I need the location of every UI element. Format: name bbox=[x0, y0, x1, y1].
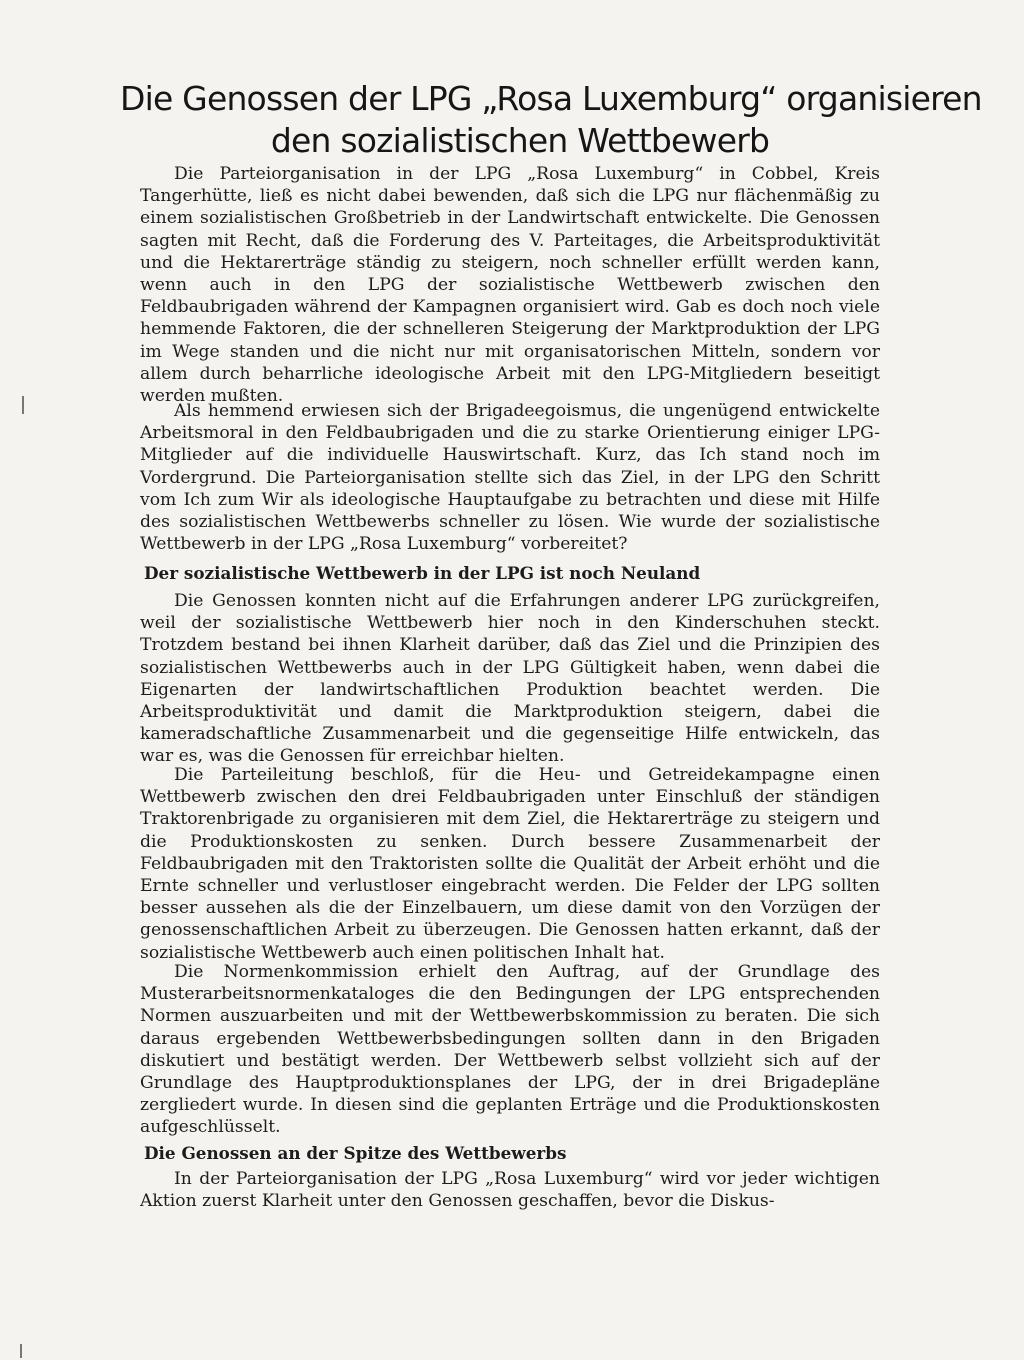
subheading-2: Die Genossen an der Spitze des Wettbewerbs bbox=[144, 1143, 567, 1163]
subheading-1: Der sozialistische Wettbewerb in der LPG ist noch Neuland bbox=[144, 563, 701, 583]
margin-mark bbox=[22, 396, 24, 414]
paragraph-2: Als hemmend erwiesen sich der Brigadeegoismus, die ungenügend entwickelte Arbeitsmoral in den Feldbaubrigaden und die zu starke Orientierung einiger LPG-Mitglieder auf die individuelle Hauswirtschaft. Kurz, das Ich stand noch im Vordergrund. Die Parteiorganisation stellte sich das Ziel, in der LPG den Schritt vom Ich zum Wir als ideologische Hauptaufgabe zu betrachten und diese mit Hilfe des sozialistischen Wettbewerbs schneller zu lösen. Wie wurde der sozialistische Wettbewerb in der LPG „Rosa Luxemburg“ vorbereitet? bbox=[140, 401, 880, 555]
paragraph-3: Die Genossen konnten nicht auf die Erfahrungen anderer LPG zurückgreifen, weil der sozialistische Wettbewerb hier noch in den Kinderschuhen steckt. Trotzdem bestand bei ihnen Klarheit darüber, daß das Ziel und die Prinzipien des sozialistischen Wettbewerbs auch in der LPG Gültigkeit haben, wenn dabei die Eigenarten der landwirtschaftlichen Produktion beachtet werden. Die Arbeitsproduktivität und damit die Marktproduktion steigern, dabei die kameradschaftliche Zusammenarbeit und die gegenseitige Hilfe entwickeln, das war es, was die Genossen für erreichbar hielten. bbox=[140, 591, 880, 767]
title-line-2: den sozialistischen Wettbewerb bbox=[270, 121, 770, 160]
paragraph-1: Die Parteiorganisation in der LPG „Rosa Luxemburg“ in Cobbel, Kreis Tangerhütte, ließ es nicht dabei bewenden, daß sich die LPG nur flächenmäßig zu einem sozialistischen Großbetrieb in der Landwirtschaft entwickelte. Die Genossen sagten mit Recht, daß die Forderung des V. Parteitages, die Arbeitsproduktivität und die Hektarerträge ständig zu steigern, noch schneller erfüllt werden kann, wenn auch in den LPG der sozialistische Wettbewerb zwischen den Feldbaubrigaden während der Kampagnen organisiert wird. Gab es doch noch viele hemmende Faktoren, die der schnelleren Steigerung der Marktproduktion der LPG im Wege standen und die nicht nur mit organisatorischen Mitteln, sondern vor allem durch beharrliche ideologische Arbeit mit den LPG-Mitgliedern beseitigt werden mußten. bbox=[140, 164, 880, 407]
paragraph-6: In der Parteiorganisation der LPG „Rosa Luxemburg“ wird vor jeder wichtigen Aktion zuerst Klarheit unter den Genossen geschaffen, bevor die Diskus- bbox=[140, 1169, 880, 1212]
paragraph-5: Die Normenkommission erhielt den Auftrag, auf der Grundlage des Musterarbeitsnormenkataloges die den Bedingungen der LPG entsprechenden Normen auszuarbeiten und mit der Wettbewerbskommission zu beraten. Die sich daraus ergebenden Wettbewerbsbedingungen sollten dann in den Brigaden diskutiert und bestätigt werden. Der Wettbewerb selbst vollzieht sich auf der Grundlage des Hauptproduktionsplanes der LPG, der in drei Brigadepläne zergliedert wurde. In diesen sind die geplanten Erträge und die Produktionskosten aufgeschlüsselt. bbox=[140, 962, 880, 1138]
article-title bbox=[120, 78, 982, 162]
title-line-1: Die Genossen der LPG „Rosa Luxemburg“ organisieren bbox=[120, 79, 982, 118]
paragraph-4: Die Parteileitung beschloß, für die Heu- und Getreidekampagne einen Wettbewerb zwischen den drei Feldbaubrigaden unter Einschluß der ständigen Traktorenbrigade zu organisieren mit dem Ziel, die Hektarerträge zu steigern und die Produktionskosten zu senken. Durch bessere Zusammenarbeit der Feldbaubrigaden mit den Traktoristen sollte die Qualität der Arbeit erhöht und die Ernte schneller und verlustloser eingebracht werden. Die Felder der LPG sollten besser aussehen als die der Einzelbauern, um diese damit von den Vorzügen der genossenschaftlichen Arbeit zu überzeugen. Die Genossen hatten erkannt, daß der sozialistische Wettbewerb auch einen politischen Inhalt hat. bbox=[140, 765, 880, 963]
margin-mark bbox=[20, 1344, 22, 1358]
